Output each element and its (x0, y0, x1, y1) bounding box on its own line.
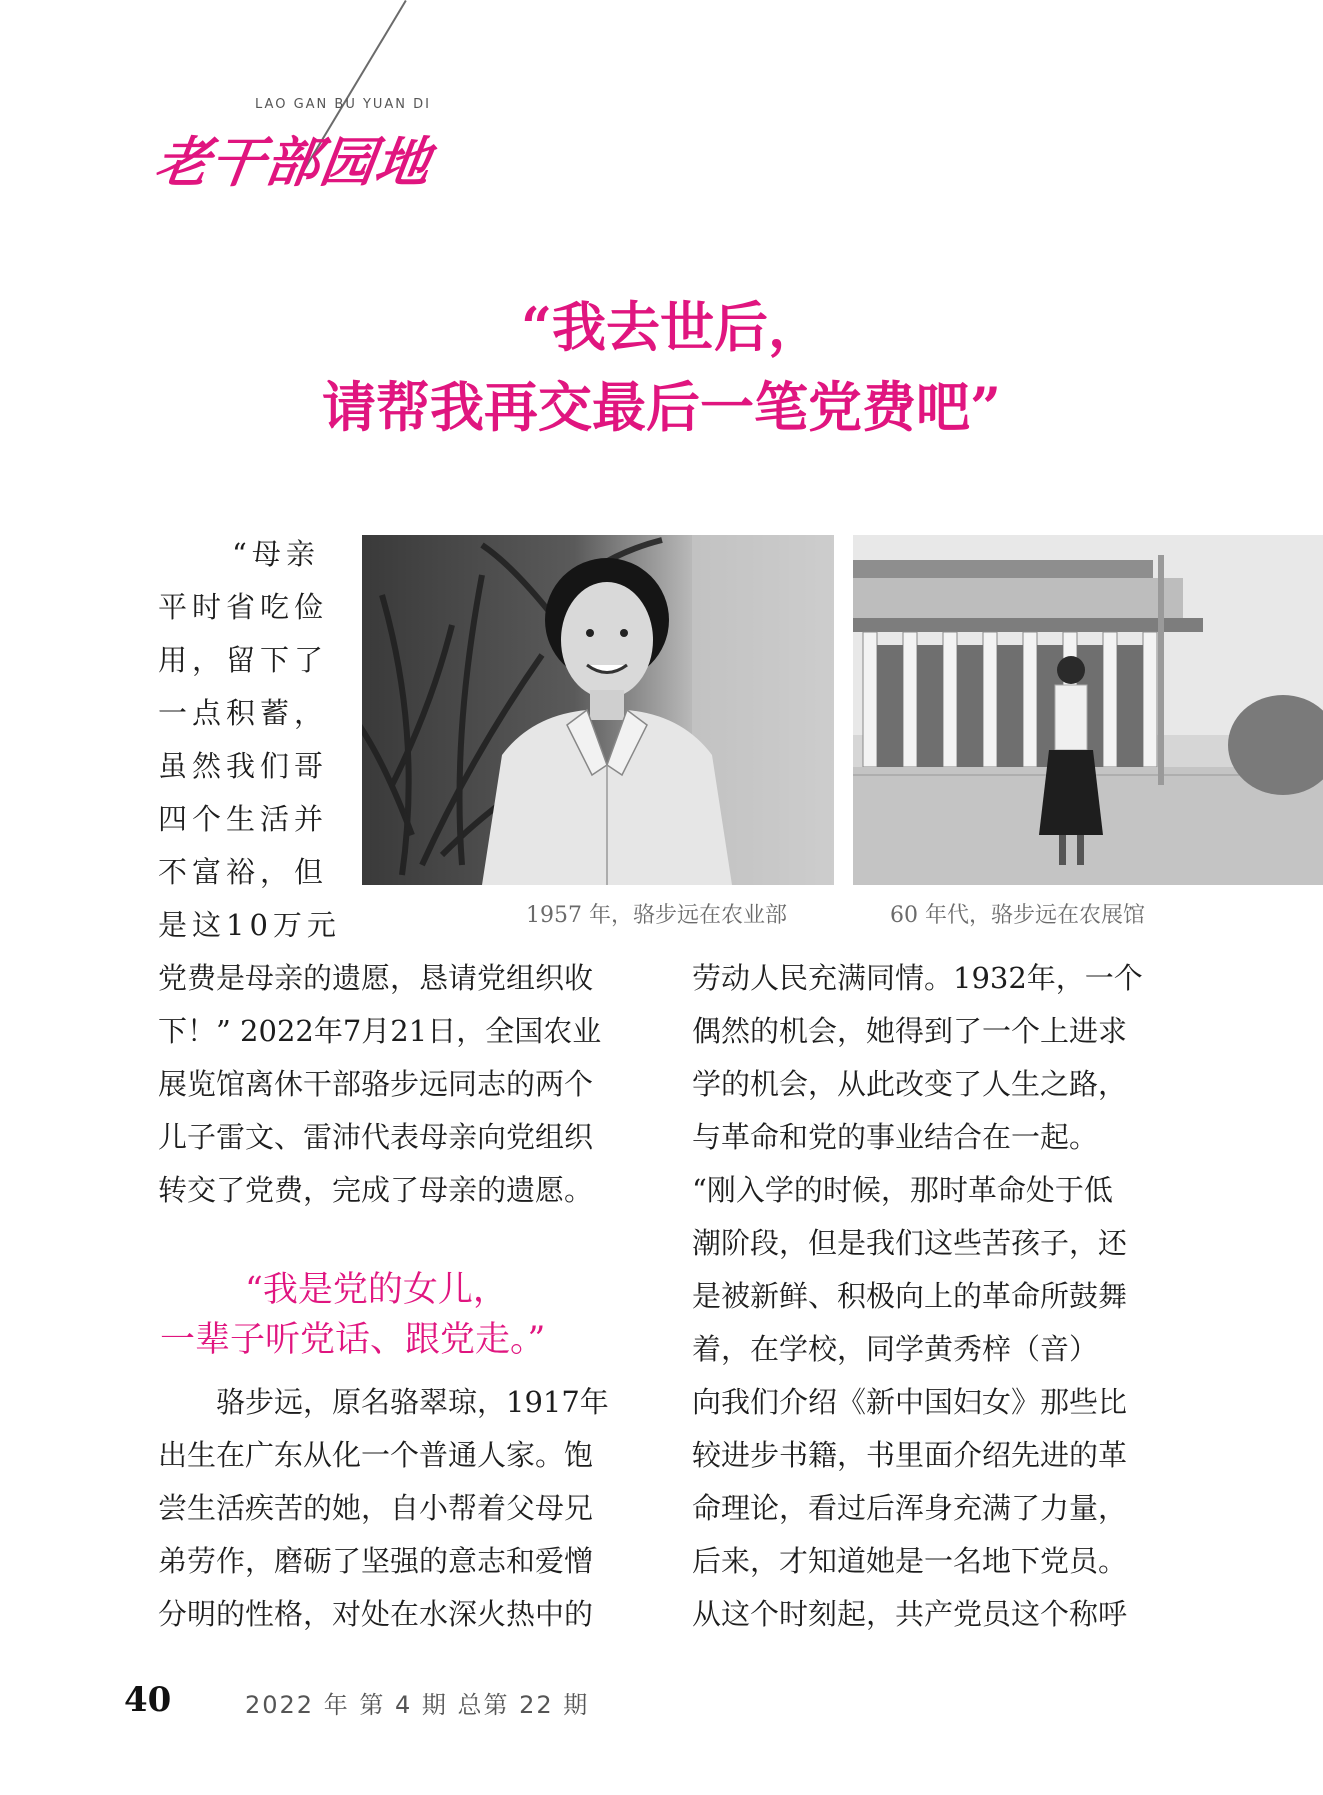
body-text-line: 一点积蓄， (158, 696, 329, 730)
body-text-line: 出生在广东从化一个普通人家。饱 (158, 1438, 594, 1472)
subheading-line-2: 一辈子听党话、跟党走。” (160, 1320, 546, 1360)
body-text-line: 劳动人民充满同情。1932年，一个 (692, 961, 1143, 995)
body-text-line: 较进步书籍，书里面介绍先进的革 (692, 1438, 1128, 1472)
body-text-line: 偶然的机会，她得到了一个上进求 (692, 1014, 1128, 1048)
body-text-line: 分明的性格，对处在水深火热中的 (158, 1597, 594, 1631)
body-text-line: 平时省吃俭 (158, 590, 329, 624)
body-text-line: 潮阶段，但是我们这些苦孩子，还 (692, 1226, 1128, 1260)
page-number: 40 (124, 1680, 172, 1720)
subheading-line-1: “我是党的女儿， (245, 1270, 508, 1310)
body-text-line: 用，留下了 (158, 643, 329, 677)
section-name-chinese: 老干部园地 (151, 130, 436, 194)
body-text-line: 学的机会，从此改变了人生之路， (692, 1067, 1128, 1101)
body-text-line: 弟劳作，磨砺了坚强的意志和爱憎 (158, 1544, 594, 1578)
photo-caption-2: 60 年代，骆步远在农展馆 (890, 903, 1145, 928)
body-text-line: 不富裕，但 (158, 855, 329, 889)
section-name-english: LAO GAN BU YUAN DI (255, 97, 432, 112)
photo-caption-1: 1957 年，骆步远在农业部 (526, 903, 787, 928)
body-text-line: 后来，才知道她是一名地下党员。 (692, 1544, 1128, 1578)
issue-info: 2022 年 第 4 期 总第 22 期 (245, 1691, 590, 1719)
body-text-line: 下！” 2022年7月21日，全国农业 (158, 1014, 602, 1048)
body-text-line: 是被新鲜、积极向上的革命所鼓舞 (692, 1279, 1128, 1313)
body-text-line: 是这10万元 (158, 908, 341, 942)
body-text-line: 与革命和党的事业结合在一起。 (692, 1120, 1099, 1154)
article-title-line-2: 请帮我再交最后一笔党费吧” (321, 375, 1002, 439)
body-text-line: 从这个时刻起，共产党员这个称呼 (692, 1597, 1128, 1631)
body-text-line: 转交了党费，完成了母亲的遗愿。 (158, 1173, 594, 1207)
body-text-line: 骆步远，原名骆翠琼，1917年 (216, 1385, 609, 1419)
body-text-line: “刚入学的时候，那时革命处于低 (692, 1173, 1113, 1207)
body-text-line: 党费是母亲的遗愿，恳请党组织收 (158, 961, 594, 995)
article-title-line-1: “我去世后， (520, 295, 823, 359)
body-text-line: “母亲 (232, 537, 320, 571)
body-text-line: 向我们介绍《新中国妇女》那些比 (692, 1385, 1128, 1419)
body-text-line: 尝生活疾苦的她，自小帮着父母兄 (158, 1491, 594, 1525)
body-text-line: 着，在学校，同学黄秀梓（音） (692, 1332, 1099, 1366)
body-text-line: 虽然我们哥 (158, 749, 329, 783)
body-text-line: 展览馆离休干部骆步远同志的两个 (158, 1067, 594, 1101)
body-text-line: 四个生活并 (158, 802, 329, 836)
photo-portrait-1957 (362, 535, 834, 885)
body-text-line: 儿子雷文、雷沛代表母亲向党组织 (158, 1120, 594, 1154)
body-text-line: 命理论，看过后浑身充满了力量， (692, 1491, 1128, 1525)
photo-exhibition-hall (853, 535, 1323, 885)
